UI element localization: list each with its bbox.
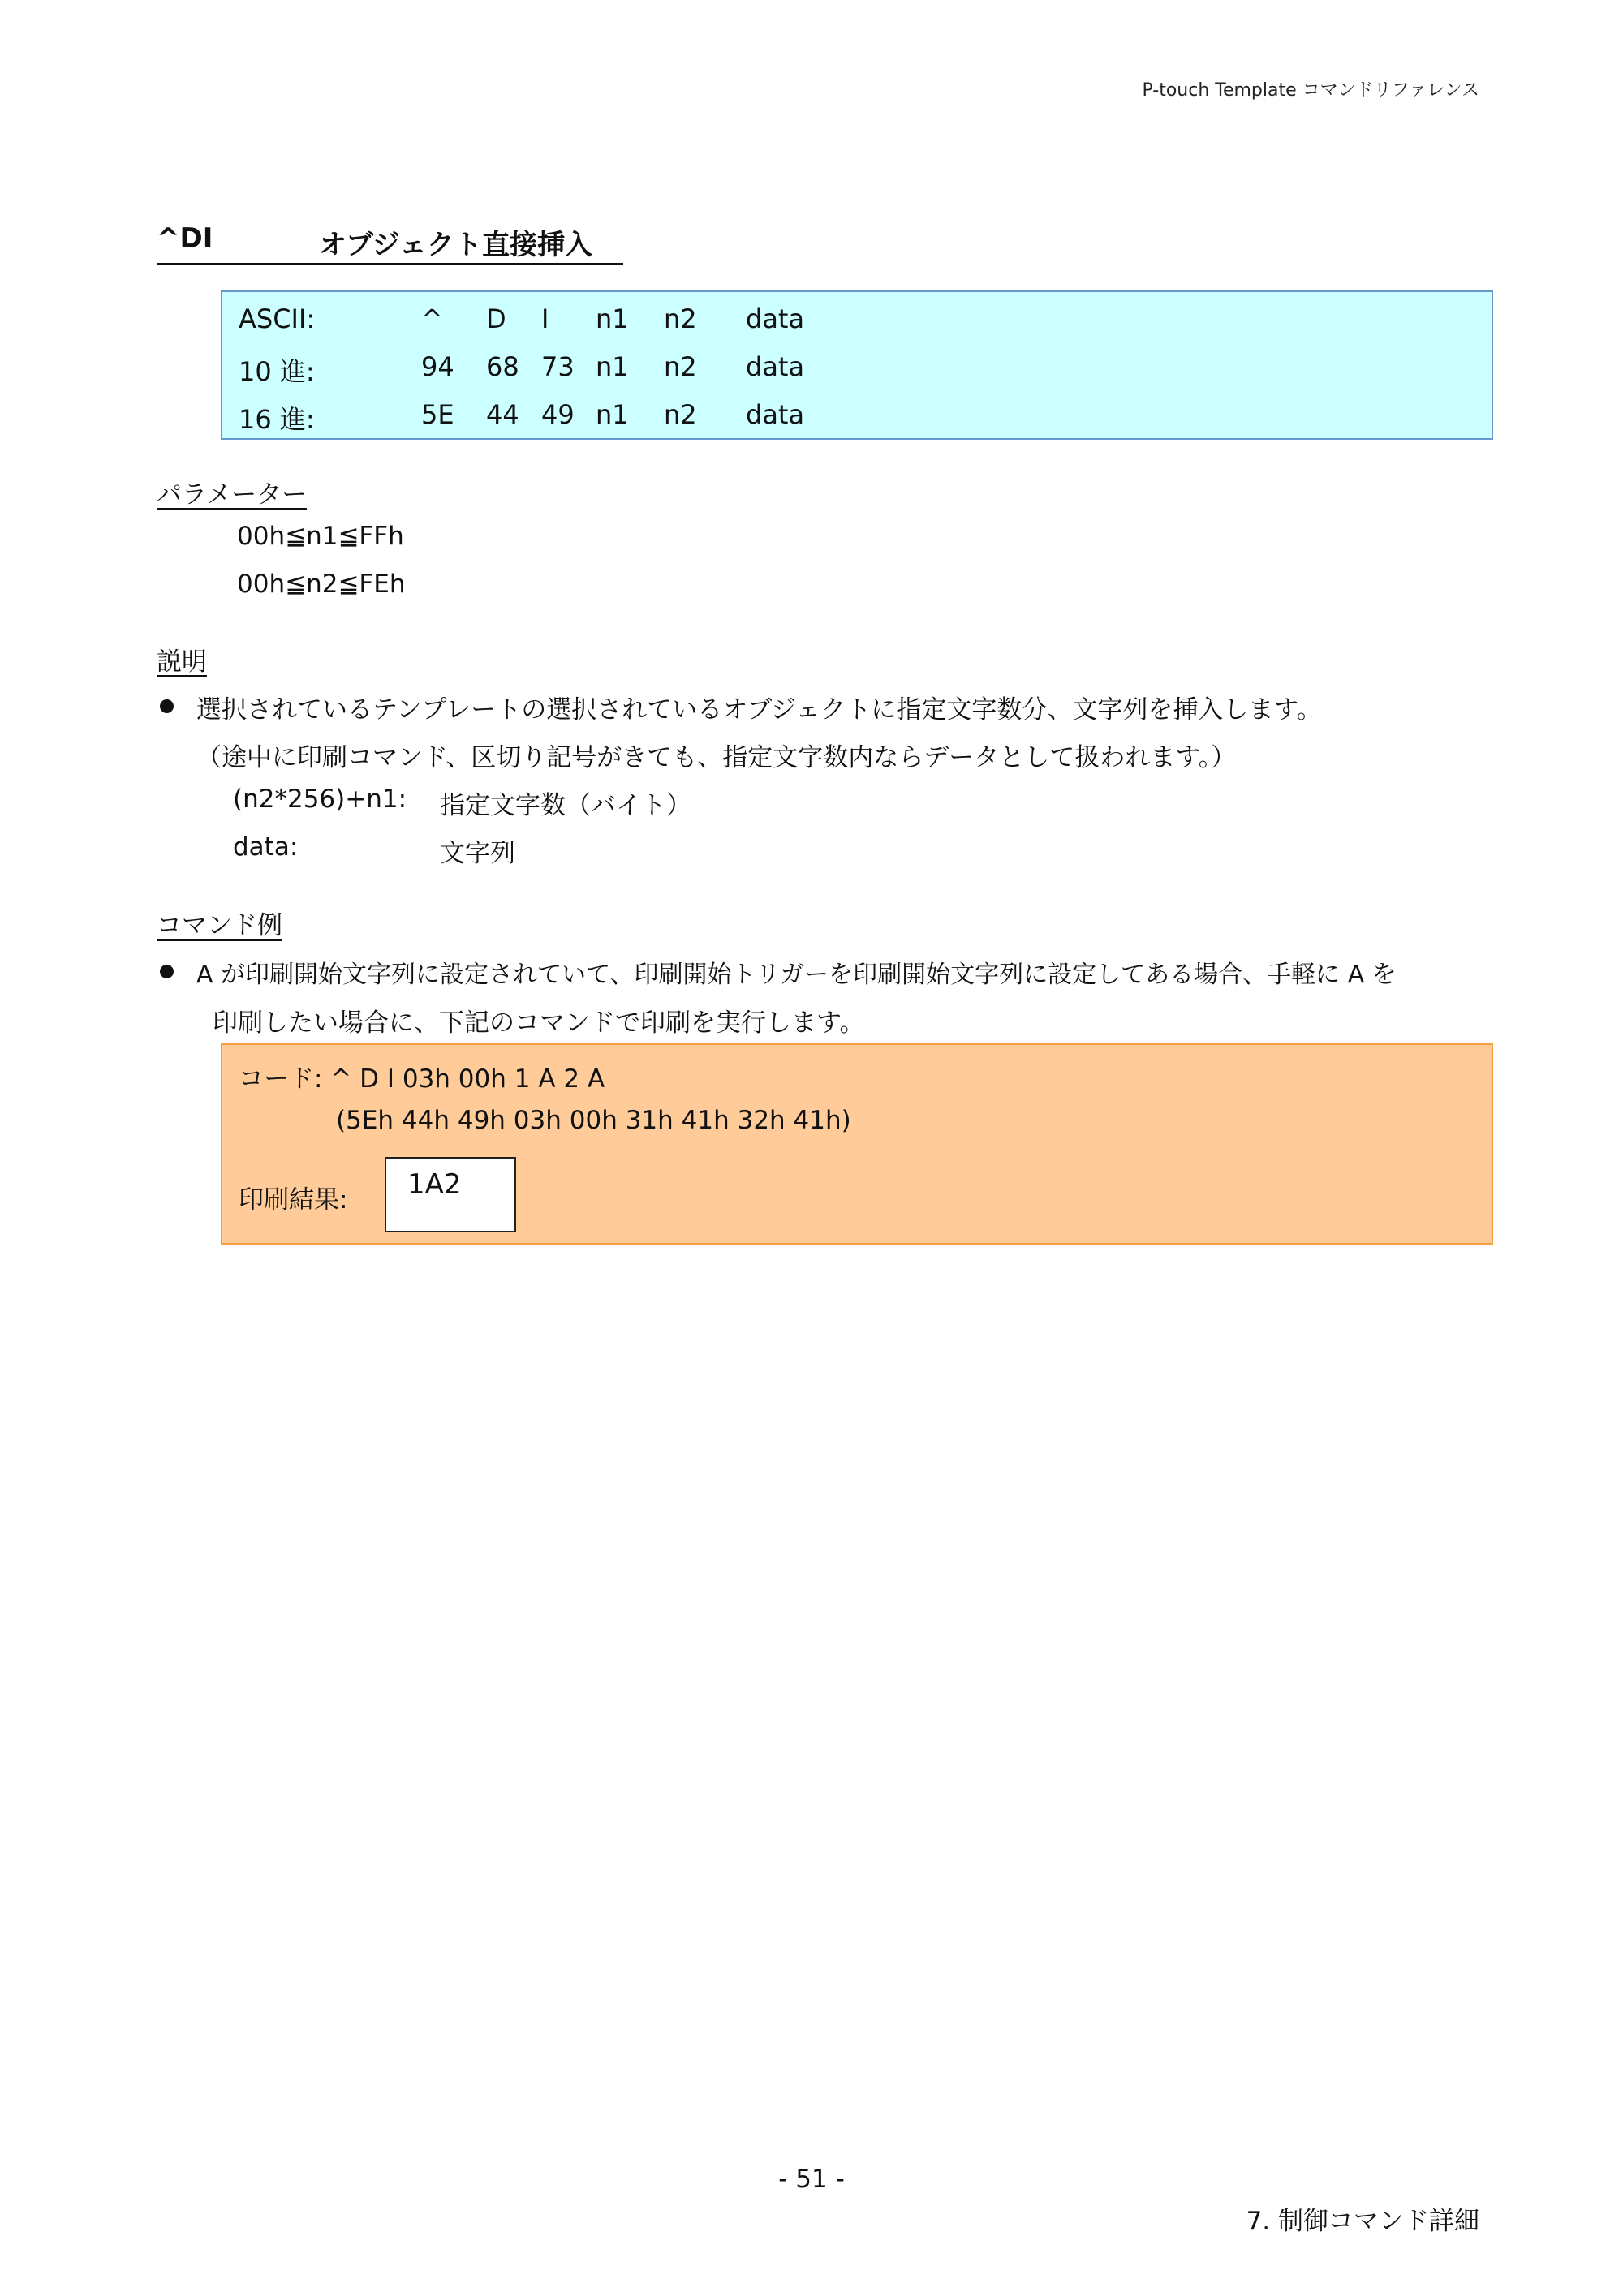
code-cell: n2 (664, 351, 697, 382)
example-code: コード: ^ D I 03h 00h 1 A 2 A (239, 1064, 605, 1094)
running-header: P-touch Template コマンドリファレンス (1142, 80, 1479, 101)
example-hex: (5Eh 44h 49h 03h 00h 31h 41h 32h 41h) (336, 1106, 851, 1135)
code-label: 10 進: (239, 356, 315, 387)
parameter-range: 00h≦n2≦FEh (237, 570, 406, 599)
code-cell: D (486, 303, 506, 334)
parameters-heading: パラメーター (157, 480, 308, 510)
code-cell: 94 (421, 351, 454, 382)
description-note: （途中に印刷コマンド、区切り記号がきても、指定文字数内ならデータとして扱われます。） (196, 743, 1237, 772)
code-cell: n1 (596, 303, 629, 334)
code-cell: data (746, 399, 805, 430)
code-cell: 44 (486, 399, 519, 430)
code-row-ascii (222, 303, 1492, 344)
command-description: オブジェクト直接挿入 (319, 229, 592, 261)
definition-value: 指定文字数（バイト） (440, 791, 691, 820)
print-result-value: 1A2 (407, 1168, 462, 1201)
result-label: 印刷結果: (239, 1185, 348, 1215)
description-heading: 説明 (157, 647, 207, 677)
bullet-icon (160, 699, 174, 713)
command-code-table (221, 290, 1493, 440)
code-cell: 49 (541, 399, 575, 430)
chapter-footer: 7. 制御コマンド詳細 (1246, 2207, 1479, 2236)
code-cell: 5E (421, 399, 454, 430)
code-label: 16 進: (239, 404, 315, 435)
section-title (157, 221, 623, 265)
bullet-icon (160, 965, 174, 978)
example-text-cont: 印刷したい場合に、下記のコマンドで印刷を実行します。 (213, 1008, 865, 1038)
code-cell: data (746, 351, 805, 382)
example-text: A が印刷開始文字列に設定されていて、印刷開始トリガーを印刷開始文字列に設定してある場合、手軽に A を (196, 961, 1397, 989)
parameter-range: 00h≦n1≦FFh (237, 522, 404, 551)
code-cell: I (541, 303, 549, 334)
code-cell: data (746, 303, 805, 334)
code-cell: n2 (664, 399, 697, 430)
code-row-hex (222, 399, 1492, 440)
code-cell: n1 (596, 351, 629, 382)
code-row-decimal (222, 351, 1492, 392)
description-text: 選択されているテンプレートの選択されているオブジェクトに指定文字数分、文字列を挿入します。 (196, 695, 1322, 724)
code-cell: n1 (596, 399, 629, 430)
definition-term: data: (233, 832, 299, 862)
code-cell: ^ (421, 303, 443, 334)
example-box (221, 1043, 1493, 1245)
example-heading: コマンド例 (157, 911, 282, 940)
code-cell: n2 (664, 303, 697, 334)
definition-term: (n2*256)+n1: (233, 785, 407, 814)
code-label: ASCII: (239, 303, 316, 334)
command-name: ^DI (157, 222, 213, 255)
code-cell: 68 (486, 351, 519, 382)
definition-value: 文字列 (440, 839, 515, 868)
print-result-box (385, 1157, 516, 1232)
code-cell: 73 (541, 351, 575, 382)
page-number: - 51 - (778, 2165, 845, 2194)
